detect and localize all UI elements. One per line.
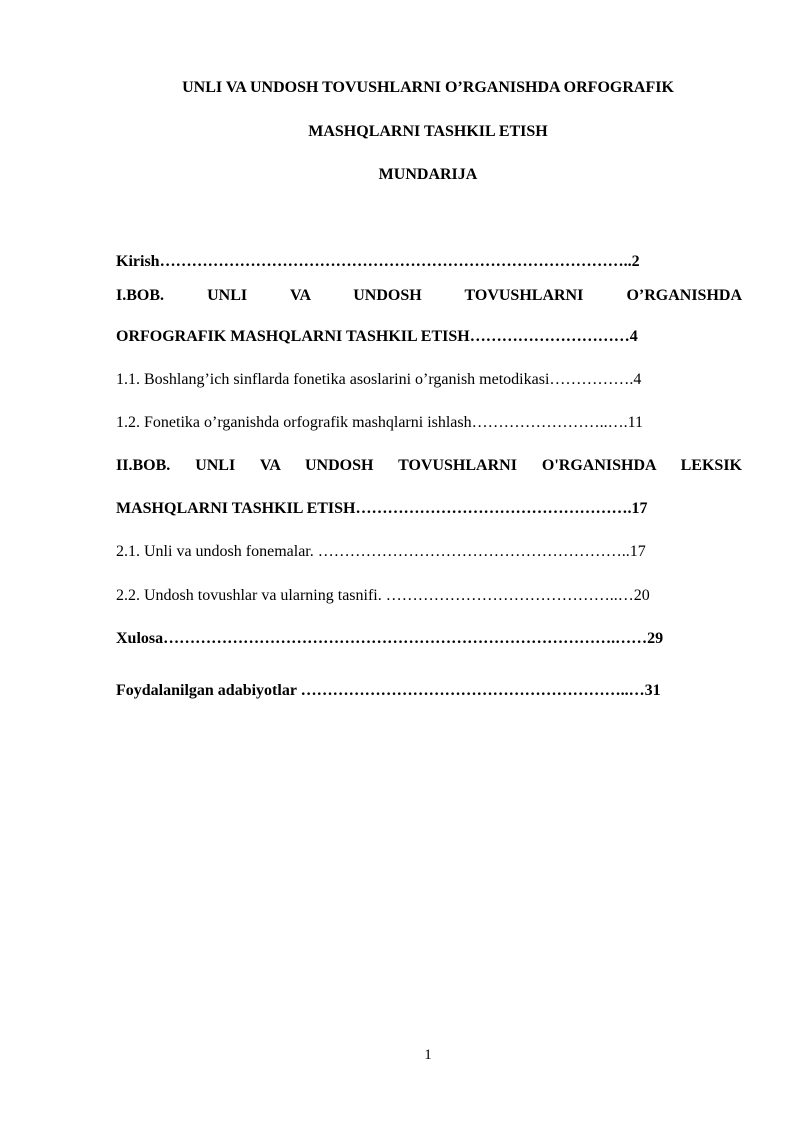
toc-entry-chapter-1-line-1: I.BOB. UNLI VA UNDOSH TOVUSHLARNI O’RGANISHDA <box>116 287 742 304</box>
toc-entry-references: Foydalanilgan adabiyotlar ……………………………………………………..…31 <box>116 682 661 699</box>
toc-entry-xulosa: Xulosa………………………………………………………………………….……29 <box>116 630 664 647</box>
document-title-line-2: MASHQLARNI TASHKIL ETISH <box>308 123 548 140</box>
toc-entry-section-2-1: 2.1. Unli va undosh fonemalar. …………………………………………………..17 <box>116 543 646 560</box>
toc-entry-section-1-2: 1.2. Fonetika o’rganishda orfografik mashqlarni ishlash……………………..….11 <box>116 414 644 431</box>
toc-entry-section-1-1: 1.1. Boshlang’ich sinflarda fonetika asoslarini o’rganish metodikasi…………….4 <box>116 371 642 388</box>
toc-entry-chapter-2-line-2: MASHQLARNI TASHKIL ETISH…………………………………………….17 <box>116 500 648 517</box>
toc-entry-chapter-1-line-2: ORFOGRAFIK MASHQLARNI TASHKIL ETISH…………………………4 <box>116 328 638 345</box>
page-number: 1 <box>424 1047 432 1063</box>
toc-entry-kirish: Kirish……………………………………………………………………………..2 <box>116 253 640 270</box>
toc-heading: MUNDARIJA <box>378 166 478 183</box>
toc-entry-chapter-2-line-1: II.BOB. UNLI VA UNDOSH TOVUSHLARNI O'RGANISHDA LEKSIK <box>116 457 742 474</box>
document-title-line-1: UNLI VA UNDOSH TOVUSHLARNI O’RGANISHDA ORFOGRAFIK <box>182 79 674 96</box>
toc-entry-section-2-2: 2.2. Undosh tovushlar va ularning tasnifi. ……………………………………..…20 <box>116 587 650 604</box>
